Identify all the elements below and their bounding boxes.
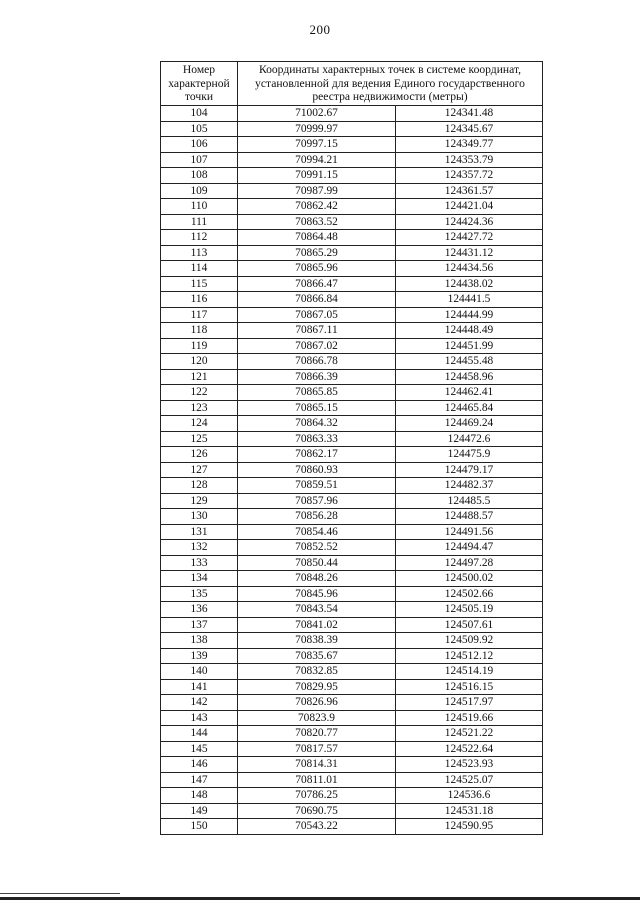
point-number-cell: 132 (161, 540, 238, 556)
x-coordinate-cell: 70865.15 (238, 400, 396, 416)
point-number-cell: 110 (161, 199, 238, 215)
table-row (161, 245, 543, 261)
table-row (161, 276, 543, 292)
y-coordinate-cell: 124431.12 (396, 245, 543, 261)
y-coordinate-cell: 124451.99 (396, 338, 543, 354)
point-number-cell: 120 (161, 354, 238, 370)
table-row (161, 524, 543, 540)
table-row (161, 292, 543, 308)
header-coordinates: Координаты характерных точек в системе координат, установленной для ведения Единого государственного реестра недвижимости (метры) (238, 62, 543, 106)
x-coordinate-cell: 70862.17 (238, 447, 396, 463)
x-coordinate-cell: 70841.02 (238, 617, 396, 633)
y-coordinate-cell: 124345.67 (396, 121, 543, 137)
table-row (161, 586, 543, 602)
page-number: 200 (309, 22, 331, 37)
table-row (161, 648, 543, 664)
point-number-cell: 130 (161, 509, 238, 525)
x-coordinate-cell: 70690.75 (238, 803, 396, 819)
x-coordinate-cell: 70856.28 (238, 509, 396, 525)
y-coordinate-cell: 124462.41 (396, 385, 543, 401)
y-coordinate-cell: 124494.47 (396, 540, 543, 556)
point-number-cell: 107 (161, 152, 238, 168)
y-coordinate-cell: 124531.18 (396, 803, 543, 819)
x-coordinate-cell: 70866.47 (238, 276, 396, 292)
table-row (161, 385, 543, 401)
point-number-cell: 135 (161, 586, 238, 602)
y-coordinate-cell: 124523.93 (396, 757, 543, 773)
table-row (161, 772, 543, 788)
x-coordinate-cell: 70838.39 (238, 633, 396, 649)
table-row (161, 338, 543, 354)
y-coordinate-cell: 124521.22 (396, 726, 543, 742)
point-number-cell: 112 (161, 230, 238, 246)
point-number-cell: 116 (161, 292, 238, 308)
footer-rule (0, 897, 640, 900)
y-coordinate-cell: 124421.04 (396, 199, 543, 215)
point-number-cell: 124 (161, 416, 238, 432)
table-row (161, 509, 543, 525)
table-row (161, 478, 543, 494)
footer-rule-thin (0, 893, 120, 894)
y-coordinate-cell: 124516.15 (396, 679, 543, 695)
x-coordinate-cell: 70999.97 (238, 121, 396, 137)
x-coordinate-cell: 70850.44 (238, 555, 396, 571)
point-number-cell: 113 (161, 245, 238, 261)
point-number-cell: 136 (161, 602, 238, 618)
y-coordinate-cell: 124479.17 (396, 462, 543, 478)
y-coordinate-cell: 124507.61 (396, 617, 543, 633)
point-number-cell: 106 (161, 137, 238, 153)
table-row (161, 617, 543, 633)
y-coordinate-cell: 124465.84 (396, 400, 543, 416)
coordinates-table (160, 61, 543, 835)
table-row (161, 106, 543, 122)
x-coordinate-cell: 70864.32 (238, 416, 396, 432)
x-coordinate-cell: 70823.9 (238, 710, 396, 726)
x-coordinate-cell: 70859.51 (238, 478, 396, 494)
point-number-cell: 128 (161, 478, 238, 494)
table-row (161, 354, 543, 370)
x-coordinate-cell: 70867.05 (238, 307, 396, 323)
y-coordinate-cell: 124517.97 (396, 695, 543, 711)
x-coordinate-cell: 70829.95 (238, 679, 396, 695)
y-coordinate-cell: 124502.66 (396, 586, 543, 602)
table-row (161, 462, 543, 478)
y-coordinate-cell: 124341.48 (396, 106, 543, 122)
table-row (161, 788, 543, 804)
y-coordinate-cell: 124485.5 (396, 493, 543, 509)
y-coordinate-cell: 124475.9 (396, 447, 543, 463)
point-number-cell: 118 (161, 323, 238, 339)
table-row (161, 803, 543, 819)
table-row (161, 726, 543, 742)
table-row (161, 679, 543, 695)
y-coordinate-cell: 124514.19 (396, 664, 543, 680)
point-number-cell: 147 (161, 772, 238, 788)
point-number-cell: 138 (161, 633, 238, 649)
y-coordinate-cell: 124427.72 (396, 230, 543, 246)
table-row (161, 695, 543, 711)
point-number-cell: 140 (161, 664, 238, 680)
x-coordinate-cell: 70854.46 (238, 524, 396, 540)
y-coordinate-cell: 124512.12 (396, 648, 543, 664)
table-row (161, 183, 543, 199)
point-number-cell: 149 (161, 803, 238, 819)
x-coordinate-cell: 70543.22 (238, 819, 396, 835)
y-coordinate-cell: 124349.77 (396, 137, 543, 153)
x-coordinate-cell: 70843.54 (238, 602, 396, 618)
y-coordinate-cell: 124509.92 (396, 633, 543, 649)
y-coordinate-cell: 124353.79 (396, 152, 543, 168)
y-coordinate-cell: 124472.6 (396, 431, 543, 447)
x-coordinate-cell: 70994.21 (238, 152, 396, 168)
point-number-cell: 122 (161, 385, 238, 401)
y-coordinate-cell: 124522.64 (396, 741, 543, 757)
point-number-cell: 145 (161, 741, 238, 757)
y-coordinate-cell: 124525.07 (396, 772, 543, 788)
y-coordinate-cell: 124491.56 (396, 524, 543, 540)
table-row (161, 571, 543, 587)
x-coordinate-cell: 70866.78 (238, 354, 396, 370)
x-coordinate-cell: 70835.67 (238, 648, 396, 664)
table-row (161, 307, 543, 323)
point-number-cell: 111 (161, 214, 238, 230)
table-row (161, 323, 543, 339)
y-coordinate-cell: 124441.5 (396, 292, 543, 308)
point-number-cell: 129 (161, 493, 238, 509)
y-coordinate-cell: 124469.24 (396, 416, 543, 432)
y-coordinate-cell: 124357.72 (396, 168, 543, 184)
x-coordinate-cell: 70866.39 (238, 369, 396, 385)
y-coordinate-cell: 124488.57 (396, 509, 543, 525)
table-row (161, 741, 543, 757)
y-coordinate-cell: 124458.96 (396, 369, 543, 385)
x-coordinate-cell: 70862.42 (238, 199, 396, 215)
x-coordinate-cell: 70826.96 (238, 695, 396, 711)
point-number-cell: 119 (161, 338, 238, 354)
y-coordinate-cell: 124505.19 (396, 602, 543, 618)
x-coordinate-cell: 70865.96 (238, 261, 396, 277)
x-coordinate-cell: 70991.15 (238, 168, 396, 184)
point-number-cell: 123 (161, 400, 238, 416)
point-number-cell: 114 (161, 261, 238, 277)
x-coordinate-cell: 71002.67 (238, 106, 396, 122)
table-body (161, 106, 543, 835)
table-row (161, 757, 543, 773)
x-coordinate-cell: 70857.96 (238, 493, 396, 509)
point-number-cell: 141 (161, 679, 238, 695)
y-coordinate-cell: 124438.02 (396, 276, 543, 292)
x-coordinate-cell: 70864.48 (238, 230, 396, 246)
y-coordinate-cell: 124500.02 (396, 571, 543, 587)
table-row (161, 230, 543, 246)
x-coordinate-cell: 70865.29 (238, 245, 396, 261)
x-coordinate-cell: 70845.96 (238, 586, 396, 602)
point-number-cell: 143 (161, 710, 238, 726)
y-coordinate-cell: 124519.66 (396, 710, 543, 726)
x-coordinate-cell: 70832.85 (238, 664, 396, 680)
point-number-cell: 139 (161, 648, 238, 664)
x-coordinate-cell: 70820.77 (238, 726, 396, 742)
point-number-cell: 148 (161, 788, 238, 804)
x-coordinate-cell: 70997.15 (238, 137, 396, 153)
point-number-cell: 146 (161, 757, 238, 773)
x-coordinate-cell: 70863.33 (238, 431, 396, 447)
point-number-cell: 126 (161, 447, 238, 463)
table-row (161, 168, 543, 184)
point-number-cell: 144 (161, 726, 238, 742)
x-coordinate-cell: 70863.52 (238, 214, 396, 230)
point-number-cell: 131 (161, 524, 238, 540)
point-number-cell: 137 (161, 617, 238, 633)
y-coordinate-cell: 124590.95 (396, 819, 543, 835)
table-row (161, 493, 543, 509)
point-number-cell: 125 (161, 431, 238, 447)
table-row (161, 214, 543, 230)
x-coordinate-cell: 70860.93 (238, 462, 396, 478)
x-coordinate-cell: 70848.26 (238, 571, 396, 587)
table-row (161, 710, 543, 726)
x-coordinate-cell: 70786.25 (238, 788, 396, 804)
x-coordinate-cell: 70865.85 (238, 385, 396, 401)
table-row (161, 447, 543, 463)
x-coordinate-cell: 70867.02 (238, 338, 396, 354)
table-row (161, 121, 543, 137)
y-coordinate-cell: 124444.99 (396, 307, 543, 323)
y-coordinate-cell: 124361.57 (396, 183, 543, 199)
point-number-cell: 108 (161, 168, 238, 184)
x-coordinate-cell: 70866.84 (238, 292, 396, 308)
y-coordinate-cell: 124497.28 (396, 555, 543, 571)
point-number-cell: 115 (161, 276, 238, 292)
y-coordinate-cell: 124536.6 (396, 788, 543, 804)
point-number-cell: 117 (161, 307, 238, 323)
x-coordinate-cell: 70867.11 (238, 323, 396, 339)
point-number-cell: 104 (161, 106, 238, 122)
point-number-cell: 109 (161, 183, 238, 199)
y-coordinate-cell: 124434.56 (396, 261, 543, 277)
table-row (161, 540, 543, 556)
point-number-cell: 127 (161, 462, 238, 478)
x-coordinate-cell: 70852.52 (238, 540, 396, 556)
table-row (161, 199, 543, 215)
y-coordinate-cell: 124482.37 (396, 478, 543, 494)
table-row (161, 137, 543, 153)
table-row (161, 152, 543, 168)
table-header-row (161, 62, 543, 106)
point-number-cell: 105 (161, 121, 238, 137)
table-row (161, 555, 543, 571)
point-number-cell: 121 (161, 369, 238, 385)
table-row (161, 369, 543, 385)
y-coordinate-cell: 124455.48 (396, 354, 543, 370)
point-number-cell: 150 (161, 819, 238, 835)
table-row (161, 261, 543, 277)
table-row (161, 664, 543, 680)
x-coordinate-cell: 70817.57 (238, 741, 396, 757)
y-coordinate-cell: 124448.49 (396, 323, 543, 339)
table-row (161, 602, 543, 618)
table-row (161, 400, 543, 416)
point-number-cell: 142 (161, 695, 238, 711)
x-coordinate-cell: 70814.31 (238, 757, 396, 773)
table-row (161, 633, 543, 649)
table-row (161, 819, 543, 835)
point-number-cell: 133 (161, 555, 238, 571)
table-row (161, 416, 543, 432)
y-coordinate-cell: 124424.36 (396, 214, 543, 230)
table-row (161, 431, 543, 447)
header-point-number: Номер характерной точки (161, 62, 238, 106)
x-coordinate-cell: 70811.01 (238, 772, 396, 788)
point-number-cell: 134 (161, 571, 238, 587)
x-coordinate-cell: 70987.99 (238, 183, 396, 199)
